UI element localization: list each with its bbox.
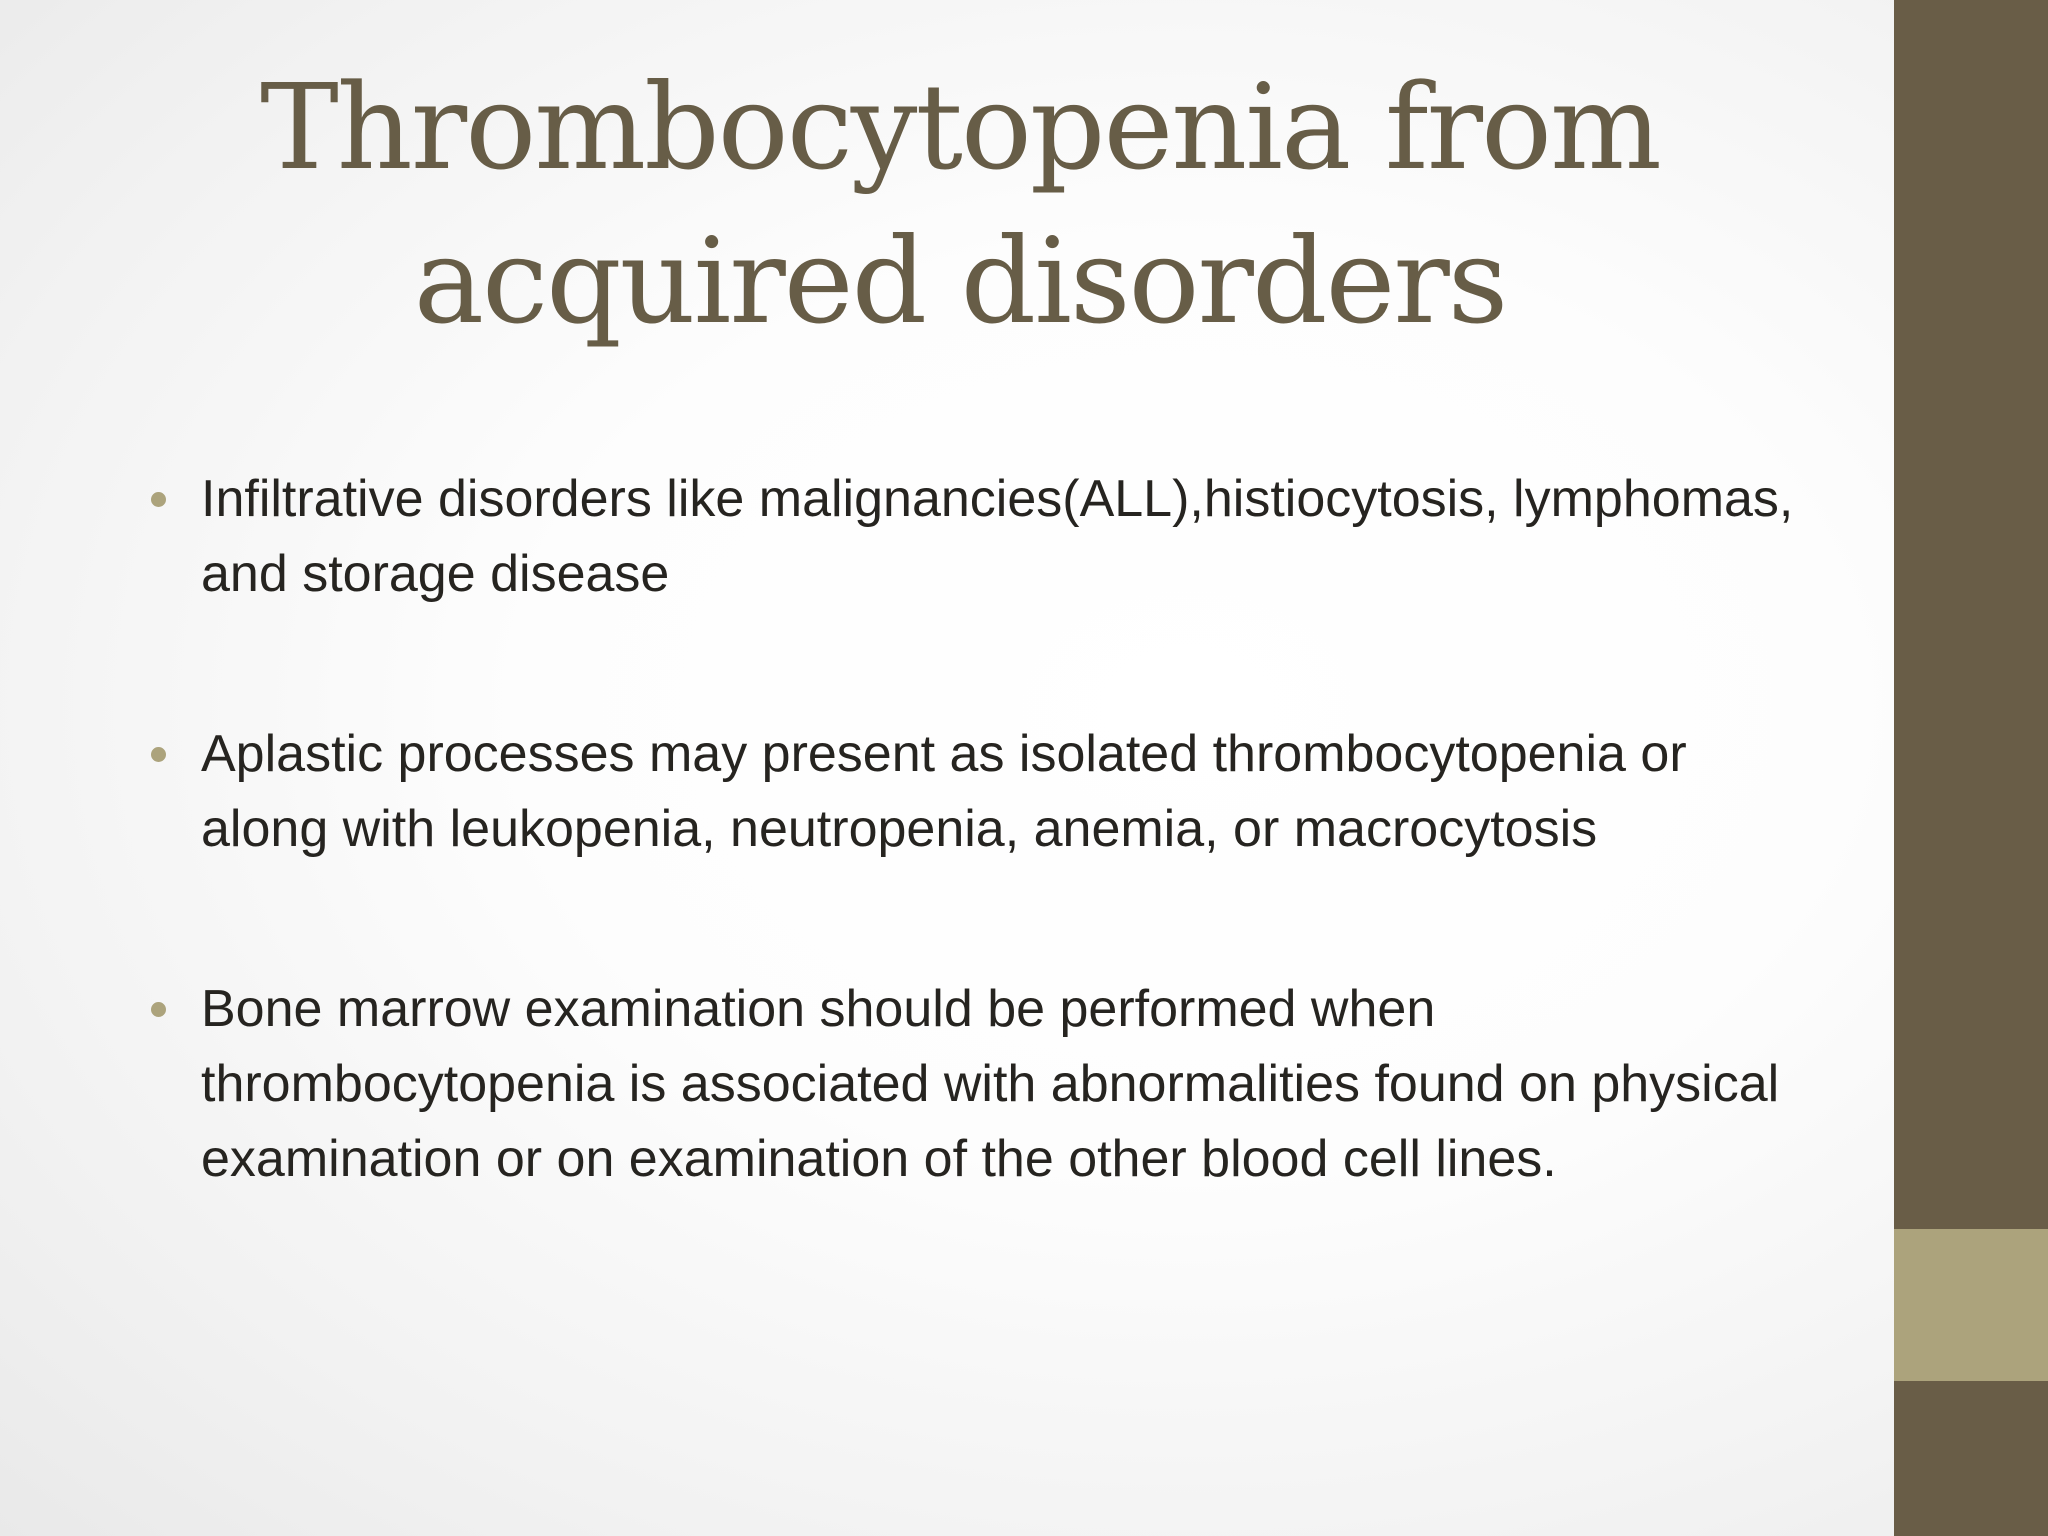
- title-line-1: Thrombocytopenia from: [260, 58, 1660, 196]
- bullet-text: Bone marrow examination should be performed when thrombocytopenia is associated with abnormalities found on physical examination or on examination of the other blood cell lines.: [201, 980, 1780, 1188]
- bullet-dot-icon: [151, 1002, 166, 1017]
- bullet-item-aplastic: [145, 717, 1805, 867]
- title-line-2: acquired disorders: [413, 212, 1507, 350]
- bullet-item-bone-marrow: [145, 972, 1805, 1197]
- bullet-text: Infiltrative disorders like malignancies(ALL),histiocytosis, lymphomas, and storage disease: [201, 470, 1794, 603]
- bullet-item-infiltrative: [145, 462, 1805, 612]
- bullet-text: Aplastic processes may present as isolated thrombocytopenia or along with leukopenia, neutropenia, anemia, or macrocytosis: [201, 725, 1687, 858]
- bullet-list: [145, 462, 1805, 1197]
- slide-title: [160, 50, 1760, 358]
- sidebar-accent-band: [1894, 1229, 2048, 1381]
- bullet-dot-icon: [151, 492, 166, 507]
- bullet-dot-icon: [151, 747, 166, 762]
